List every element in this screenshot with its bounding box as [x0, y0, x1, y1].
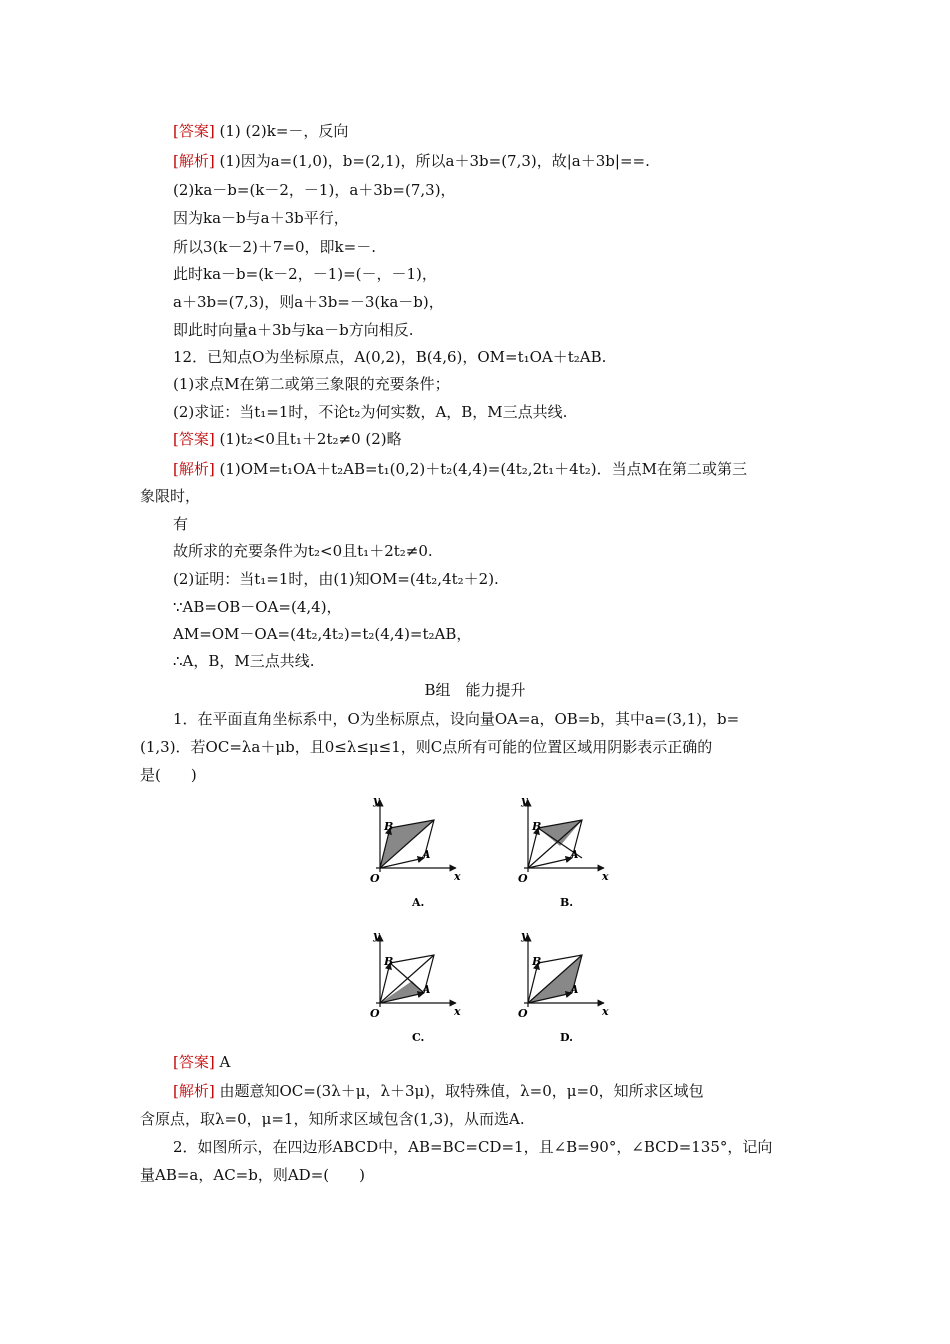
analysis-tag: [解析]	[173, 152, 215, 170]
y-label: y	[373, 929, 380, 942]
answer-line-2: [答案] (1)t₂<0且t₁＋2t₂≠0 (2)略	[173, 430, 402, 448]
analysis-tag: [解析]	[173, 1082, 215, 1100]
point-b-label: B	[384, 955, 394, 968]
text-line: 所以3(k－2)＋7=0，即k=－.	[173, 238, 376, 256]
question-1-line: 是( )	[140, 766, 197, 784]
point-b-label: B	[532, 820, 542, 833]
analysis-line-3: [解析] 由题意知OC=(3λ＋μ，λ＋3μ)，取特殊值，λ=0，μ=0，知所求区域包	[173, 1082, 704, 1100]
point-a-label: A	[570, 983, 579, 996]
point-b-label: B	[532, 955, 542, 968]
figure-option-b	[508, 790, 618, 910]
y-label: y	[373, 794, 380, 807]
y-label: y	[521, 794, 528, 807]
point-a-label: A	[422, 983, 431, 996]
figure-caption: D.	[560, 1031, 573, 1044]
figure-option-a	[360, 790, 470, 910]
figure-caption: B.	[560, 896, 574, 909]
text-line: 象限时，	[140, 487, 201, 505]
figure-caption: A.	[412, 896, 425, 909]
text-line: a＋3b=(7,3)，则a＋3b=－3(ka－b)，	[173, 293, 444, 311]
analysis-line-2: [解析] (1)OM=t₁OA＋t₂AB=t₁(0,2)＋t₂(4,4)=(4t₂,2t₁＋4t₂)．当点M在第二或第三	[173, 460, 747, 478]
question-1-line: 1．在平面直角坐标系中，O为坐标原点，设向量OA=a，OB=b，其中a=(3,1)，b=	[173, 710, 740, 728]
y-label: y	[521, 929, 528, 942]
question-2-line: 量AB=a，AC=b，则AD=( )	[140, 1166, 365, 1184]
shaded-region	[380, 981, 424, 1003]
text-line: 有	[173, 515, 189, 533]
analysis-tag: [解析]	[173, 460, 215, 478]
x-label: x	[454, 870, 461, 883]
question-2-line: 2．如图所示，在四边形ABCD中，AB=BC=CD=1，且∠B=90°，∠BCD=135°，记向	[173, 1138, 773, 1156]
vector-b	[380, 963, 390, 1003]
analysis-line-1: [解析] (1)因为a=(1,0)，b=(2,1)，所以a＋3b=(7,3)，故|a＋3b|==.	[173, 152, 650, 170]
origin-label: O	[370, 1007, 380, 1020]
x-label: x	[602, 1005, 609, 1018]
text-line: (2)ka－b=(k－2，－1)，a＋3b=(7,3)，	[173, 181, 456, 199]
origin-label: O	[518, 872, 528, 885]
text-line: (2)证明：当t₁=1时，由(1)知OM=(4t₂,4t₂＋2).	[173, 570, 499, 588]
figure-option-d	[508, 925, 618, 1045]
point-a-label: A	[570, 848, 579, 861]
text-line: ∴A，B，M三点共线.	[173, 652, 315, 670]
text-line: ∵AB=OB－OA=(4,4)，	[173, 598, 342, 616]
text-line: (2)求证：当t₁=1时，不论t₂为何实数，A，B，M三点共线.	[173, 403, 568, 421]
point-a-label: A	[422, 848, 431, 861]
section-heading: B组 能力提升	[424, 681, 526, 699]
answer-tag: [答案]	[173, 122, 215, 140]
text-line: (1)求点M在第二或第三象限的充要条件；	[173, 375, 450, 393]
answer-line-3: [答案] A	[173, 1053, 231, 1071]
origin-label: O	[518, 1007, 528, 1020]
answer-tag: [答案]	[173, 430, 215, 448]
question-12: 12．已知点O为坐标原点，A(0,2)，B(4,6)，OM=t₁OA＋t₂AB.	[173, 348, 607, 366]
answer-line-1: [答案] (1) (2)k=－，反向	[173, 122, 349, 140]
text-line: 因为ka－b与a＋3b平行，	[173, 209, 349, 227]
vector-b	[528, 828, 538, 868]
point-b-label: B	[384, 820, 394, 833]
text-line: 含原点，取λ=0，μ=1，知所求区域包含(1,3)，从而选A.	[140, 1110, 525, 1128]
text-line: AM=OM－OA=(4t₂,4t₂)=t₂(4,4)=t₂AB，	[173, 625, 472, 643]
answer-tag: [答案]	[173, 1053, 215, 1071]
origin-label: O	[370, 872, 380, 885]
text-line: 即此时向量a＋3b与ka－b方向相反.	[173, 321, 414, 339]
x-label: x	[454, 1005, 461, 1018]
text-line: 故所求的充要条件为t₂<0且t₁＋2t₂≠0.	[173, 542, 433, 560]
vector-a	[528, 858, 572, 868]
x-label: x	[602, 870, 609, 883]
figure-option-c	[360, 925, 470, 1045]
figure-caption: C.	[412, 1031, 425, 1044]
text-line: 此时ka－b=(k－2，－1)=(－，－1)，	[173, 265, 437, 283]
question-1-line: (1,3)．若OC=λa＋μb，且0≤λ≤μ≤1，则C点所有可能的位置区域用阴影表示正确的	[140, 738, 713, 756]
